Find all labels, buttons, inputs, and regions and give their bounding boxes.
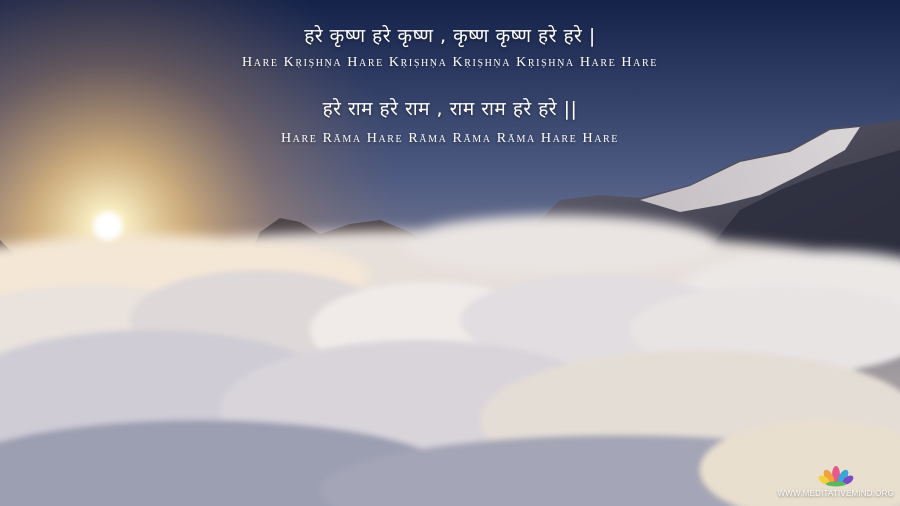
lotus-icon bbox=[818, 465, 854, 487]
watermark bbox=[777, 465, 894, 498]
verse-1-devanagari: हरे कृष्ण हरे कृष्ण , कृष्ण कृष्ण हरे हरे | bbox=[304, 25, 596, 47]
verse-2-transliteration: Hare Rāma Hare Rāma Rāma Rāma Hare Hare bbox=[280, 131, 620, 146]
verse-2-devanagari: हरे राम हरे राम , राम राम हरे हरे || bbox=[322, 98, 578, 120]
watermark-url: WWW.MEDITATIVEMIND.ORG bbox=[777, 489, 894, 498]
sun bbox=[94, 212, 122, 240]
verse-1-transliteration: Hare Kṛiṣhṇa Hare Kṛiṣhṇa Kṛiṣhṇa Kṛiṣhṇa Hare Hare bbox=[242, 55, 658, 70]
